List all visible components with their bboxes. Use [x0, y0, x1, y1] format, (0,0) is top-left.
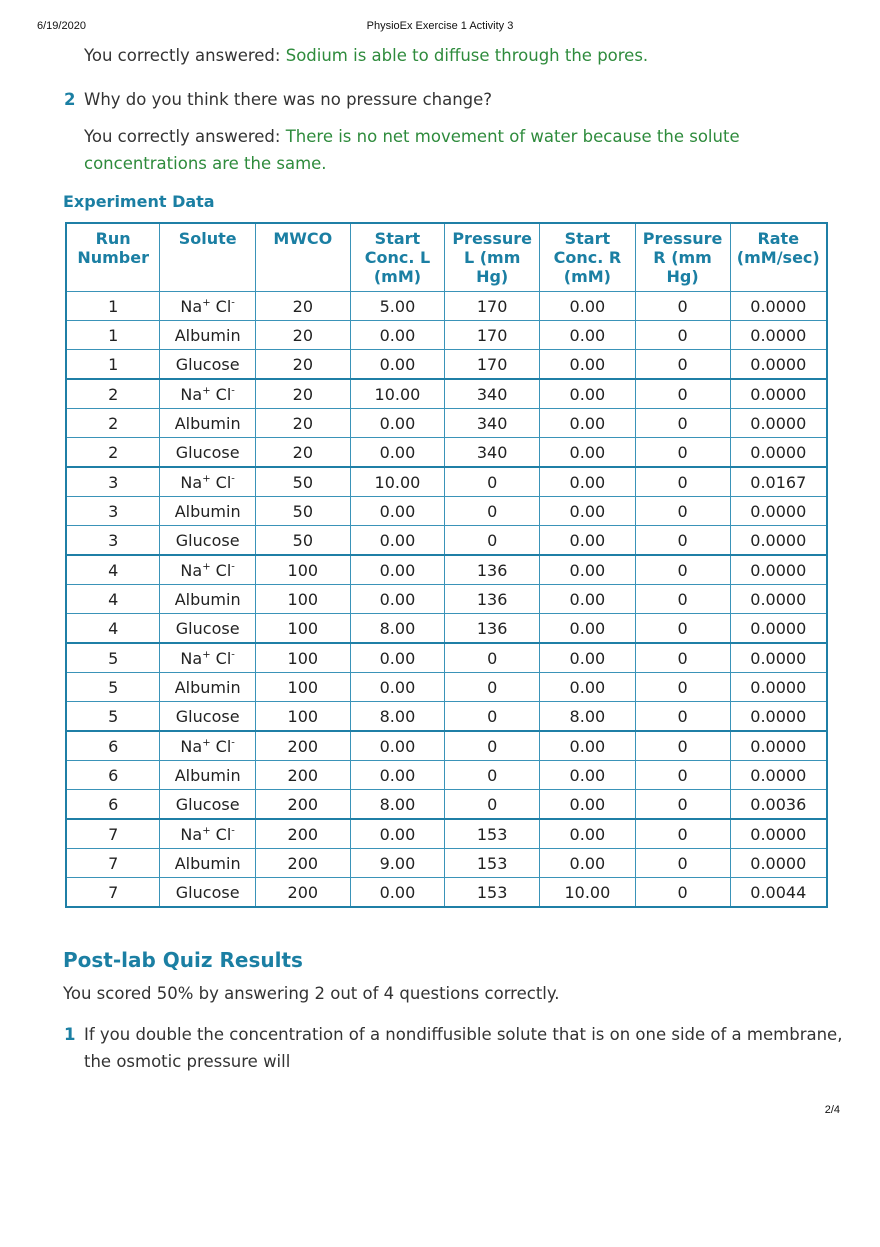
- table-cell: 20: [256, 438, 351, 468]
- table-header-row: [66, 223, 827, 292]
- table-cell: 200: [256, 790, 351, 820]
- table-row: [66, 555, 827, 585]
- table-cell: 6: [66, 731, 160, 761]
- table-cell: 0.0000: [730, 849, 827, 878]
- table-cell: 0.00: [540, 438, 636, 468]
- table-cell: 0: [635, 379, 730, 409]
- table-cell: 6: [66, 761, 160, 790]
- solute-nacl-cell: Na+ Cl-: [160, 731, 256, 761]
- table-cell: Glucose: [160, 438, 256, 468]
- table-cell: 340: [445, 409, 540, 438]
- table-cell: 0: [445, 526, 540, 556]
- table-cell: 0.00: [350, 673, 445, 702]
- table-cell: 0.00: [540, 819, 636, 849]
- column-header: Pressure L (mm Hg): [445, 223, 540, 292]
- table-cell: Albumin: [160, 321, 256, 350]
- table-cell: 5.00: [350, 292, 445, 321]
- table-cell: 0: [635, 702, 730, 732]
- table-cell: 340: [445, 438, 540, 468]
- table-cell: 0.00: [350, 350, 445, 380]
- table-cell: 0.00: [350, 761, 445, 790]
- table-cell: 50: [256, 526, 351, 556]
- table-cell: 9.00: [350, 849, 445, 878]
- table-cell: 0.00: [350, 321, 445, 350]
- table-cell: 0.00: [540, 350, 636, 380]
- column-header: MWCO: [256, 223, 351, 292]
- table-cell: 100: [256, 614, 351, 644]
- table-cell: 4: [66, 614, 160, 644]
- table-cell: 0: [445, 673, 540, 702]
- table-cell: 0.0000: [730, 819, 827, 849]
- table-cell: 153: [445, 878, 540, 908]
- table-cell: 0: [445, 761, 540, 790]
- table-cell: 7: [66, 849, 160, 878]
- table-cell: 200: [256, 761, 351, 790]
- solute-nacl-cell: Na+ Cl-: [160, 379, 256, 409]
- table-cell: Glucose: [160, 790, 256, 820]
- answer-prefix: You correctly answered:: [84, 46, 286, 65]
- table-cell: 0: [445, 467, 540, 497]
- table-row: [66, 438, 827, 468]
- table-row: [66, 350, 827, 380]
- table-cell: 0: [635, 467, 730, 497]
- question-text: Why do you think there was no pressure change?: [84, 90, 493, 109]
- table-cell: 0.0000: [730, 585, 827, 614]
- table-cell: 0.0000: [730, 438, 827, 468]
- table-cell: 2: [66, 409, 160, 438]
- table-cell: 0.0000: [730, 497, 827, 526]
- table-row: [66, 790, 827, 820]
- table-cell: 1: [66, 350, 160, 380]
- answer-prefix: You correctly answered:: [84, 127, 286, 146]
- table-cell: 10.00: [350, 379, 445, 409]
- table-cell: 0.00: [540, 526, 636, 556]
- table-row: [66, 819, 827, 849]
- table-cell: 3: [66, 467, 160, 497]
- table-cell: 0: [635, 292, 730, 321]
- solute-nacl-cell: Na+ Cl-: [160, 467, 256, 497]
- table-cell: 6: [66, 790, 160, 820]
- table-cell: 7: [66, 819, 160, 849]
- table-cell: 8.00: [350, 790, 445, 820]
- table-cell: 0.00: [540, 790, 636, 820]
- table-cell: 0.00: [350, 878, 445, 908]
- solute-nacl-cell: Na+ Cl-: [160, 643, 256, 673]
- table-cell: 0: [635, 555, 730, 585]
- table-cell: 4: [66, 585, 160, 614]
- table-cell: 170: [445, 292, 540, 321]
- table-cell: 0.00: [350, 731, 445, 761]
- question-text: If you double the concentration of a nondiffusible solute that is on one side of a membrane, the osmotic pressure will: [84, 1025, 843, 1071]
- table-cell: 0.0000: [730, 409, 827, 438]
- column-header: Rate (mM/sec): [730, 223, 827, 292]
- table-cell: 0.00: [540, 409, 636, 438]
- table-cell: 1: [66, 292, 160, 321]
- table-cell: 20: [256, 379, 351, 409]
- solute-nacl-cell: Na+ Cl-: [160, 819, 256, 849]
- table-cell: Albumin: [160, 849, 256, 878]
- table-cell: 0.00: [540, 849, 636, 878]
- solute-nacl-cell: Na+ Cl-: [160, 292, 256, 321]
- table-cell: 0: [635, 409, 730, 438]
- table-cell: 0.00: [350, 643, 445, 673]
- column-header: Solute: [160, 223, 256, 292]
- table-cell: 136: [445, 614, 540, 644]
- question-number: 1: [64, 1025, 76, 1044]
- table-cell: Glucose: [160, 878, 256, 908]
- table-cell: 0.00: [350, 555, 445, 585]
- postlab-question-1: [64, 1021, 844, 1075]
- table-cell: 0.0000: [730, 761, 827, 790]
- table-row: [66, 878, 827, 908]
- table-cell: 0: [635, 878, 730, 908]
- table-cell: 0.0000: [730, 526, 827, 556]
- table-cell: 0.0000: [730, 350, 827, 380]
- print-date: 6/19/2020: [37, 20, 86, 32]
- table-cell: 0.0000: [730, 614, 827, 644]
- table-row: [66, 467, 827, 497]
- table-cell: 200: [256, 819, 351, 849]
- table-cell: 0.00: [350, 497, 445, 526]
- previous-answer: [84, 42, 844, 69]
- table-row: [66, 292, 827, 321]
- table-cell: 8.00: [350, 614, 445, 644]
- table-cell: 0.0000: [730, 379, 827, 409]
- experiment-data-table: [65, 222, 828, 908]
- table-cell: 0: [635, 849, 730, 878]
- table-cell: 170: [445, 350, 540, 380]
- table-row: [66, 731, 827, 761]
- question-2-answer: [84, 123, 844, 177]
- answer-text: Sodium is able to diffuse through the pores.: [285, 46, 649, 65]
- table-cell: 340: [445, 379, 540, 409]
- table-cell: Glucose: [160, 702, 256, 732]
- table-cell: 0.00: [540, 555, 636, 585]
- table-cell: 0.00: [540, 467, 636, 497]
- table-cell: 0.00: [540, 731, 636, 761]
- table-cell: 0: [635, 761, 730, 790]
- table-cell: 100: [256, 555, 351, 585]
- table-cell: 5: [66, 643, 160, 673]
- table-row: [66, 702, 827, 732]
- table-cell: 0: [445, 731, 540, 761]
- table-cell: 0.00: [540, 643, 636, 673]
- table-cell: 8.00: [540, 702, 636, 732]
- table-cell: 20: [256, 350, 351, 380]
- table-cell: 2: [66, 379, 160, 409]
- table-row: [66, 849, 827, 878]
- postlab-heading: Post-lab Quiz Results: [63, 948, 303, 972]
- table-cell: 0: [635, 731, 730, 761]
- table-cell: 0: [445, 643, 540, 673]
- table-cell: 0.00: [350, 819, 445, 849]
- question-2: [64, 86, 844, 113]
- column-header: Start Conc. L (mM): [350, 223, 445, 292]
- table-cell: 0.00: [540, 292, 636, 321]
- table-cell: 10.00: [540, 878, 636, 908]
- table-cell: 0.0000: [730, 321, 827, 350]
- table-cell: 170: [445, 321, 540, 350]
- table-cell: 200: [256, 878, 351, 908]
- table-cell: 0.0000: [730, 731, 827, 761]
- table-cell: 0: [635, 643, 730, 673]
- table-row: [66, 321, 827, 350]
- table-cell: 0.0000: [730, 673, 827, 702]
- table-cell: 0: [635, 585, 730, 614]
- table-cell: 0: [635, 790, 730, 820]
- table-cell: 0: [635, 614, 730, 644]
- table-cell: 0: [635, 321, 730, 350]
- table-cell: Albumin: [160, 761, 256, 790]
- table-cell: Glucose: [160, 526, 256, 556]
- table-cell: 136: [445, 555, 540, 585]
- table-cell: 2: [66, 438, 160, 468]
- table-cell: Albumin: [160, 673, 256, 702]
- table-cell: 0: [635, 350, 730, 380]
- table-cell: 0.0000: [730, 292, 827, 321]
- solute-nacl-cell: Na+ Cl-: [160, 555, 256, 585]
- table-cell: 0.0000: [730, 702, 827, 732]
- table-cell: 153: [445, 849, 540, 878]
- column-header: Start Conc. R (mM): [540, 223, 636, 292]
- answer-text: There is no net movement of water because the solute concentrations are the same.: [84, 127, 740, 173]
- column-header: Run Number: [66, 223, 160, 292]
- table-cell: 0.00: [540, 497, 636, 526]
- table-cell: 0.00: [350, 409, 445, 438]
- table-row: [66, 526, 827, 556]
- table-cell: 0.00: [540, 614, 636, 644]
- table-cell: Glucose: [160, 350, 256, 380]
- table-cell: 3: [66, 526, 160, 556]
- table-cell: 0: [635, 819, 730, 849]
- question-number: 2: [64, 90, 76, 109]
- table-cell: 0: [445, 702, 540, 732]
- table-cell: 7: [66, 878, 160, 908]
- table-row: [66, 409, 827, 438]
- table-cell: 0.00: [540, 673, 636, 702]
- print-title: PhysioEx Exercise 1 Activity 3: [366, 20, 514, 32]
- table-cell: 100: [256, 702, 351, 732]
- page-number: 2/4: [824, 1104, 840, 1116]
- table-cell: 100: [256, 673, 351, 702]
- table-cell: 200: [256, 849, 351, 878]
- table-cell: 20: [256, 321, 351, 350]
- table-row: [66, 497, 827, 526]
- table-row: [66, 379, 827, 409]
- table-row: [66, 585, 827, 614]
- table-cell: 0.00: [540, 585, 636, 614]
- table-cell: 0.0000: [730, 555, 827, 585]
- table-cell: Albumin: [160, 409, 256, 438]
- table-cell: 0.0167: [730, 467, 827, 497]
- table-row: [66, 761, 827, 790]
- table-cell: 50: [256, 467, 351, 497]
- table-cell: 200: [256, 731, 351, 761]
- table-cell: 0.00: [350, 585, 445, 614]
- table-cell: 20: [256, 292, 351, 321]
- score-text: You scored 50% by answering 2 out of 4 questions correctly.: [63, 984, 560, 1003]
- table-cell: 1: [66, 321, 160, 350]
- table-cell: 10.00: [350, 467, 445, 497]
- table-cell: Glucose: [160, 614, 256, 644]
- experiment-data-heading: Experiment Data: [63, 192, 215, 211]
- table-cell: 100: [256, 643, 351, 673]
- table-cell: 0.00: [350, 526, 445, 556]
- table-cell: 5: [66, 673, 160, 702]
- table-cell: 0.00: [540, 761, 636, 790]
- table-cell: 0: [635, 526, 730, 556]
- table-cell: 0: [635, 673, 730, 702]
- table-row: [66, 673, 827, 702]
- table-cell: 0.00: [540, 321, 636, 350]
- table-cell: 20: [256, 409, 351, 438]
- table-cell: 0: [635, 497, 730, 526]
- table-cell: 0.00: [350, 438, 445, 468]
- table-cell: Albumin: [160, 497, 256, 526]
- table-cell: 136: [445, 585, 540, 614]
- table-cell: 0: [635, 438, 730, 468]
- table-cell: 100: [256, 585, 351, 614]
- table-cell: 8.00: [350, 702, 445, 732]
- table-row: [66, 643, 827, 673]
- table-cell: 0: [445, 790, 540, 820]
- column-header: Pressure R (mm Hg): [635, 223, 730, 292]
- table-cell: 5: [66, 702, 160, 732]
- table-cell: 4: [66, 555, 160, 585]
- table-cell: 0.0000: [730, 643, 827, 673]
- table-cell: 153: [445, 819, 540, 849]
- table-row: [66, 614, 827, 644]
- table-cell: 50: [256, 497, 351, 526]
- table-cell: 0.0044: [730, 878, 827, 908]
- table-cell: 0: [445, 497, 540, 526]
- table-cell: 0.0036: [730, 790, 827, 820]
- table-cell: 3: [66, 497, 160, 526]
- table-cell: 0.00: [540, 379, 636, 409]
- table-cell: Albumin: [160, 585, 256, 614]
